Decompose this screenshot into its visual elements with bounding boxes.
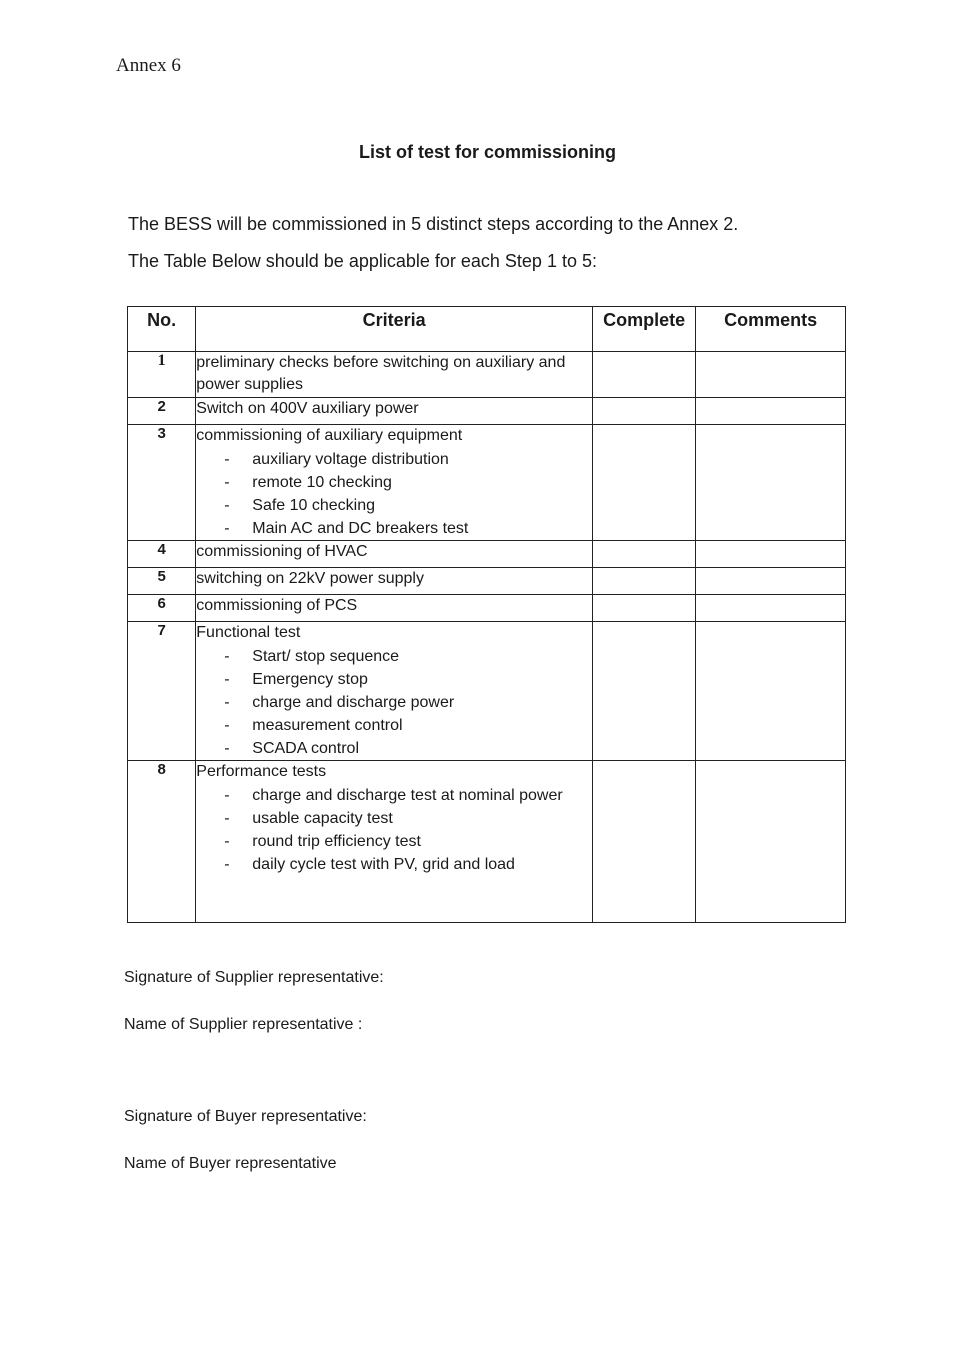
list-item: - remote 10 checking <box>196 471 592 494</box>
criteria-text: commissioning of HVAC <box>196 543 368 560</box>
table-row <box>128 398 846 425</box>
list-item: - Main AC and DC breakers test <box>196 517 592 540</box>
row-number: 1 <box>128 352 196 398</box>
complete-cell[interactable] <box>592 595 695 622</box>
table-header-row <box>128 307 846 352</box>
row-number: 6 <box>128 595 196 622</box>
row-criteria <box>196 761 593 923</box>
criteria-text: switching on 22kV power supply <box>196 570 424 587</box>
table-row <box>128 541 846 568</box>
row-number: 8 <box>128 761 196 923</box>
comments-cell[interactable] <box>696 761 846 923</box>
row-criteria <box>196 568 593 595</box>
row-number: 7 <box>128 622 196 761</box>
comments-cell[interactable] <box>696 541 846 568</box>
complete-cell[interactable] <box>592 622 695 761</box>
buyer-name-label: Name of Buyer representative <box>124 1155 337 1172</box>
row-criteria <box>196 541 593 568</box>
header-criteria: Criteria <box>196 307 593 352</box>
row-number: 4 <box>128 541 196 568</box>
complete-cell[interactable] <box>592 398 695 425</box>
list-item: - usable capacity test <box>196 807 592 830</box>
criteria-text: commissioning of PCS <box>196 597 358 614</box>
comments-cell[interactable] <box>696 595 846 622</box>
complete-cell[interactable] <box>592 352 695 398</box>
buyer-signature-label: Signature of Buyer representative: <box>124 1108 367 1125</box>
intro-line-2: The Table Below should be applicable for each Step 1 to 5: <box>128 251 597 271</box>
table-row <box>128 568 846 595</box>
row-number: 5 <box>128 568 196 595</box>
row-number: 3 <box>128 425 196 541</box>
sub-list <box>196 645 592 760</box>
list-item: - daily cycle test with PV, grid and load <box>196 853 592 876</box>
table-row <box>128 622 846 761</box>
header-complete: Complete <box>592 307 695 352</box>
complete-cell[interactable] <box>592 568 695 595</box>
row-criteria <box>196 622 593 761</box>
complete-cell[interactable] <box>592 541 695 568</box>
list-item: - Safe 10 checking <box>196 494 592 517</box>
comments-cell[interactable] <box>696 568 846 595</box>
comments-cell[interactable] <box>696 425 846 541</box>
table-row <box>128 595 846 622</box>
header-no: No. <box>128 307 196 352</box>
list-item: - round trip efficiency test <box>196 830 592 853</box>
sub-list <box>196 448 592 540</box>
criteria-text: commissioning of auxiliary equipment <box>196 427 463 444</box>
commissioning-tests-table <box>127 306 846 923</box>
list-item: - auxiliary voltage distribution <box>196 448 592 471</box>
list-item: - charge and discharge test at nominal power <box>196 784 592 807</box>
criteria-text: preliminary checks before switching on auxiliary and power supplies <box>196 354 566 393</box>
criteria-text: Functional test <box>196 624 301 641</box>
sub-list <box>196 784 592 876</box>
page-title: List of test for commissioning <box>358 142 617 162</box>
header-comments: Comments <box>696 307 846 352</box>
supplier-name-label: Name of Supplier representative : <box>124 1016 363 1033</box>
supplier-signature-label: Signature of Supplier representative: <box>124 969 384 986</box>
table-row <box>128 352 846 398</box>
list-item: - Start/ stop sequence <box>196 645 592 668</box>
list-item: - SCADA control <box>196 737 592 760</box>
table-row <box>128 425 846 541</box>
comments-cell[interactable] <box>696 622 846 761</box>
annex-label: Annex 6 <box>116 55 181 76</box>
row-criteria <box>196 398 593 425</box>
comments-cell[interactable] <box>696 398 846 425</box>
criteria-text: Switch on 400V auxiliary power <box>196 400 419 417</box>
row-number: 2 <box>128 398 196 425</box>
criteria-text: Performance tests <box>196 763 327 780</box>
intro-line-1: The BESS will be commissioned in 5 distinct steps according to the Annex 2. <box>128 214 739 234</box>
complete-cell[interactable] <box>592 761 695 923</box>
table-row <box>128 761 846 923</box>
list-item: - measurement control <box>196 714 592 737</box>
complete-cell[interactable] <box>592 425 695 541</box>
row-criteria <box>196 425 593 541</box>
list-item: - Emergency stop <box>196 668 592 691</box>
list-item: - charge and discharge power <box>196 691 592 714</box>
comments-cell[interactable] <box>696 352 846 398</box>
row-criteria <box>196 595 593 622</box>
row-criteria <box>196 352 593 398</box>
